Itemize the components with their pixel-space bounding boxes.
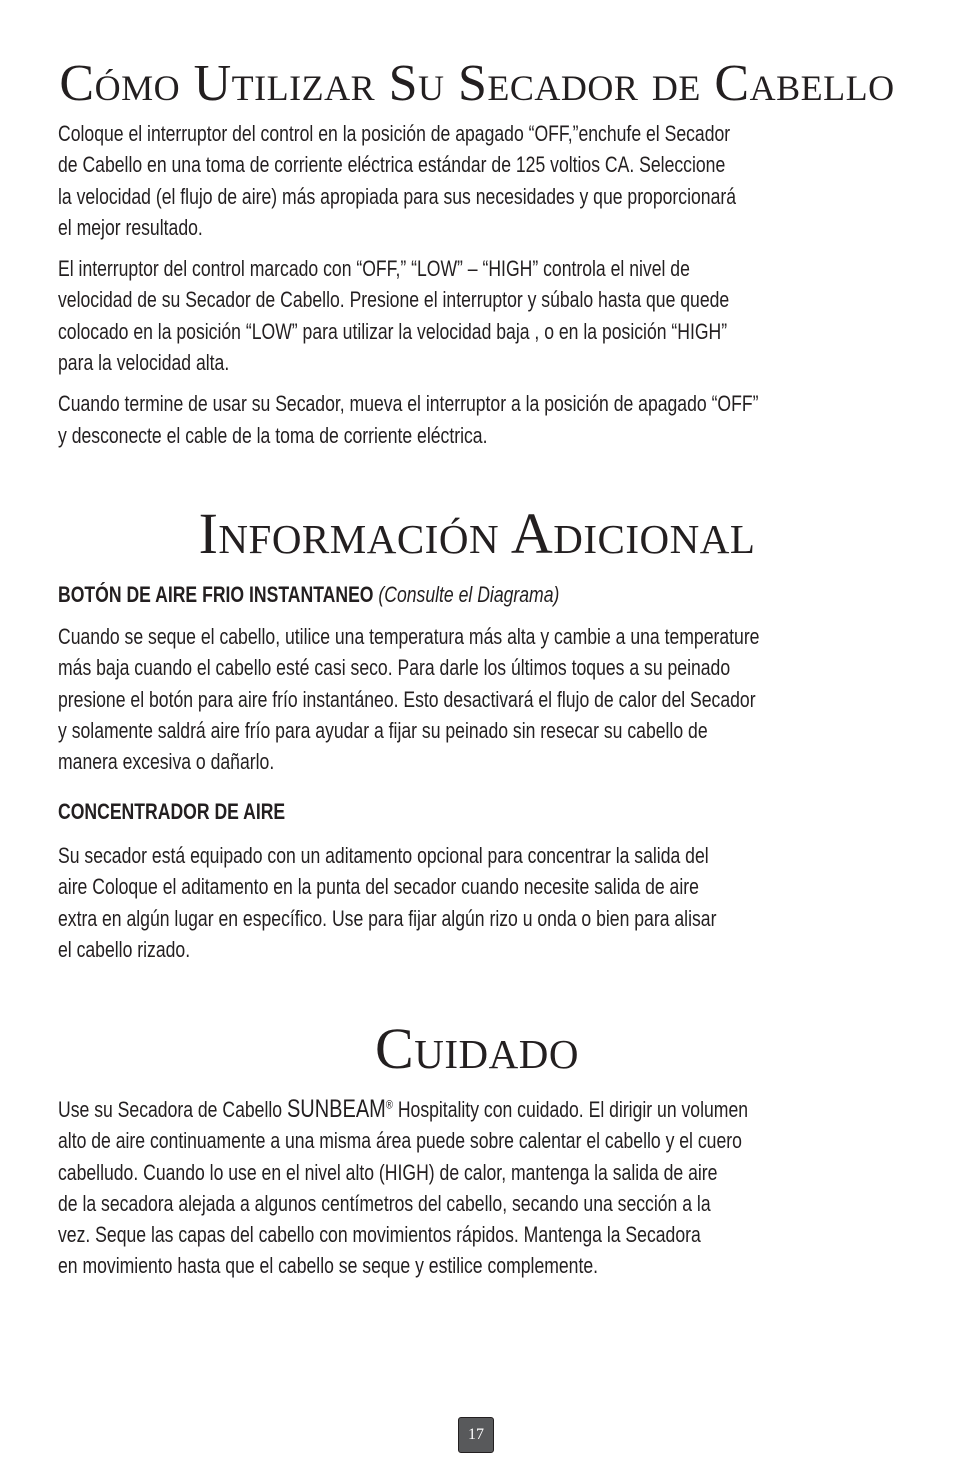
page-number: 17 — [458, 1417, 494, 1453]
how-to-use-body — [58, 118, 898, 461]
section-title-care: Cuidado — [375, 1016, 579, 1081]
concentrator-body — [58, 840, 898, 965]
text-line: Coloque el interruptor del control en la posición de apagado “OFF,”enchufe el Secador — [58, 121, 731, 146]
paragraph — [58, 253, 898, 378]
text-line: Cuando se seque el cabello, utilice una temperatura más alta y cambie a una temperature — [58, 624, 760, 649]
text-line: para la velocidad alta. — [58, 350, 230, 376]
text-line: presione el botón para aire frío instantáneo. Esto desactivará el flujo de calor del Secador — [58, 686, 756, 712]
text-line: Cuando termine de usar su Secador, mueva el interruptor a la posición de apagado “OFF” — [58, 391, 759, 417]
text-line: de Cabello en una toma de corriente eléctrica estándar de 125 voltios CA. Seleccione — [58, 152, 726, 178]
text-line: manera excesiva o dañarlo. — [58, 749, 275, 775]
text-line: de la secadora alejada a algunos centímetros del cabello, secando una sección a la — [58, 1190, 711, 1216]
paragraph — [58, 388, 898, 451]
text-line: aire Coloque el aditamento en la punta del secador cuando necesite salida de aire — [58, 874, 699, 900]
text-line: colocado en la posición “LOW” para utilizar la velocidad baja , o en la posición “HIGH” — [58, 318, 728, 344]
care-body — [58, 1094, 898, 1282]
section-title-how-to-use: Cómo Utilizar Su Secador de Cabello — [59, 55, 895, 112]
brand-name: SUNBEAM — [286, 1095, 386, 1123]
paragraph — [58, 1094, 898, 1282]
text-line: en movimiento hasta que el cabello se seque y estilice complemente. — [58, 1253, 599, 1279]
care-line-start: Use su Secadora de Cabello — [58, 1097, 287, 1122]
subheading-concentrator — [58, 798, 285, 826]
care-line-end: Hospitality con cuidado. El dirigir un volumen — [392, 1097, 749, 1122]
text-line: extra en algún lugar en específico. Use para fijar algún rizo u onda o bien para alisar — [58, 905, 717, 931]
text-line: El interruptor del control marcado con “OFF,” “LOW” – “HIGH” controla el nivel de — [58, 256, 690, 282]
text-line: el mejor resultado. — [58, 214, 203, 240]
section-title-additional-info: Información Adicional — [198, 501, 756, 566]
paragraph — [58, 840, 898, 965]
paragraph — [58, 118, 898, 243]
text-line: Su secador está equipado con un aditamento opcional para concentrar la salida del — [58, 843, 709, 868]
subheading-text: CONCENTRADOR DE AIRE — [58, 799, 286, 824]
subheading-cool-shot — [58, 581, 559, 609]
text-line: más baja cuando el cabello esté casi seco. Para darle los últimos toques a su peinado — [58, 655, 731, 681]
text-line: y desconecte el cable de la toma de corriente eléctrica. — [58, 422, 488, 448]
paragraph — [58, 621, 898, 777]
text-line: cabelludo. Cuando lo use en el nivel alto (HIGH) de calor, mantenga la salida de aire — [58, 1159, 718, 1185]
text-line: alto de aire continuamente a una misma área puede sobre calentar el cabello y el cuero — [58, 1128, 742, 1154]
text-line: el cabello rizado. — [58, 936, 191, 962]
text-line: la velocidad (el flujo de aire) más apropiada para sus necesidades y que proporcionará — [58, 183, 737, 209]
cool-shot-body — [58, 621, 898, 777]
subheading-note: (Consulte el Diagrama) — [378, 582, 560, 607]
text-line: velocidad de su Secador de Cabello. Presione el interruptor y súbalo hasta que quede — [58, 287, 730, 313]
text-line — [58, 1097, 748, 1122]
text-line: y solamente saldrá aire frío para ayudar a fijar su peinado sin resecar su cabello de — [58, 717, 708, 743]
registered-mark: ® — [385, 1097, 393, 1112]
text-line: vez. Seque las capas del cabello con movimientos rápidos. Mantenga la Secadora — [58, 1222, 701, 1248]
subheading-text: BOTÓN DE AIRE FRIO INSTANTANEO — [58, 582, 374, 607]
